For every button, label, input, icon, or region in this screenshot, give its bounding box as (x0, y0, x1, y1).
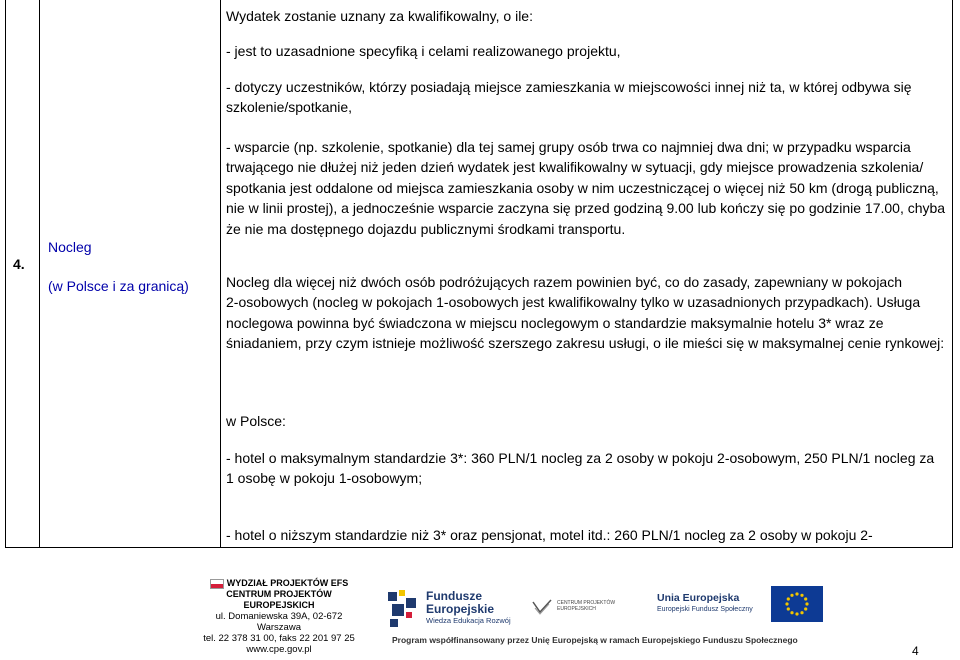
cpe-logo (531, 598, 616, 621)
fundusze-europejskie-name: Fundusze Europejskie (426, 589, 495, 616)
eu-name: Unia Europejska (657, 592, 740, 604)
text-paragraph: - dotyczy uczestników, którzy posiadają miejsce zamieszkania w miejscowości innej niż ta, w której odbywa się szkolenie/spotkanie, (226, 79, 912, 116)
condition-intro (226, 6, 948, 26)
eu-flag-icon (771, 586, 823, 622)
row-number: 4. (13, 256, 25, 272)
text-paragraph: Nocleg dla więcej niż dwóch osób podróżujących razem powinien być, co do zasady, zapewniany w pokojach (226, 274, 902, 290)
column-divider (39, 0, 40, 548)
poland-flag-icon (210, 579, 224, 589)
text-line: - jest to uzasadnione specyfiką i celami realizowanego projektu, (226, 43, 621, 59)
text-line: w Polsce: (226, 413, 286, 429)
text-paragraph: 1 osobę w pokoju 1-osobowym; (226, 470, 423, 487)
table-border-left (5, 0, 6, 548)
footer (0, 578, 960, 660)
text-paragraph: 2-osobowych (nocleg w pokojach 1-osobowych jest kwalifikowalny tylko w uzasadnionych przypadkach). Usługa noclegowa powinna być świadczona w miejscu noclegowym o standardzie maksymalnie hotelu 3* wraz ze śniadaniem, przy czym istnieje możliwość szerszego zakresu usługi, o ile mieści się w maksymalnej cenie rynkowej: (226, 294, 945, 352)
cost-category (48, 237, 189, 296)
department-centre: CENTRUM PROJEKTÓW EUROPEJSKICH (226, 589, 332, 610)
cpe-name: CENTRUM PROJEKTÓW EUROPEJSKICH (557, 600, 616, 612)
page-number: 4 (912, 644, 919, 658)
text-paragraph: - hotel o maksymalnym standardzie 3*: 360 PLN/1 nocleg za 2 osoby w pokoju 2-osobowym, 250 PLN/1 nocleg za (226, 450, 935, 466)
cost-category-scope: (w Polsce i za granicą) (48, 278, 189, 294)
condition-item (226, 137, 948, 239)
column-divider (220, 0, 221, 548)
text-paragraph: - wsparcie (np. szkolenie, spotkanie) dla tej samej grupy osób trwa co najmniej dwa dni; w przypadku wsparcia trwającego nie dłużej niż jeden dzień wydatek jest kwalifikowalny w sytuacji, gdy miejsce prowadzenia szkolenia/ spotkania jest oddalone od miejsca zamieszkania osoby w nim uczestniczącej o więcej niż 50 km (drogą publiczną, nie w linii prostej), a jednocześnie wsparcie zaczyna się przed godziną 9.00 lub kończy się po godzinie 17.00, chyba że nie ma dostępnego dojazdu publicznymi środkami transportu. (226, 139, 946, 237)
cpe-mark-icon (531, 598, 553, 616)
cost-category-name: Nocleg (48, 239, 92, 255)
department-phone: tel. 22 378 31 00, faks 22 201 97 25 (203, 633, 355, 644)
department-website: www.cpe.gov.pl (246, 644, 312, 655)
department-info (196, 578, 362, 655)
poland-heading (226, 411, 948, 431)
eu-fund-name: Europejski Fundusz Społeczny (657, 606, 753, 613)
department-address: ul. Domaniewska 39A, 02-672 Warszawa (215, 611, 343, 633)
fundusze-europejskie-programme: Wiedza Edukacja Rozwój (426, 616, 511, 625)
text-line: - hotel o niższym standardzie niż 3* oraz pensjonat, motel itd.: 260 PLN/1 nocleg za 2 osoby w pokoju 2- (226, 527, 873, 543)
table-border-bottom (5, 547, 953, 548)
price-item (226, 525, 948, 545)
text-line: Wydatek zostanie uznany za kwalifikowalny, o ile: (226, 8, 533, 24)
price-item (226, 448, 948, 489)
accommodation-rule (226, 272, 948, 354)
condition-item (226, 77, 948, 118)
condition-item (226, 41, 948, 61)
table-border-right (952, 0, 953, 548)
fundusze-europejskie-mark-icon (386, 588, 420, 628)
cofinancing-statement: Program współfinansowany przez Unię Europejską w ramach Europejskiego Funduszu Społecznego (392, 635, 798, 645)
department-title: WYDZIAŁ PROJEKTÓW EFS (196, 578, 362, 589)
